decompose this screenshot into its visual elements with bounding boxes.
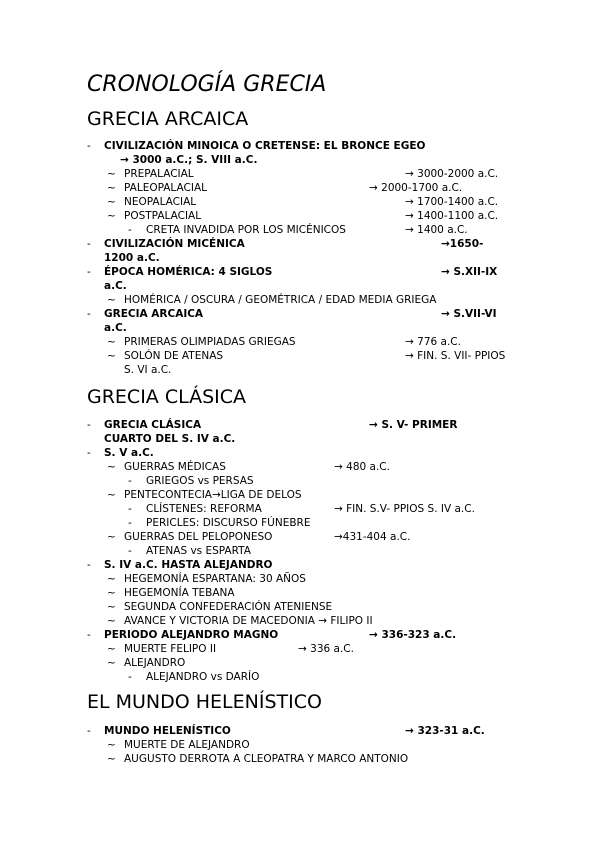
entry-homerica: ÉPOCA HOMÉRICA: 4 SIGLOS <box>104 266 273 278</box>
entry-prepalacial-date: → 3000-2000 a.C. <box>405 168 499 180</box>
entry-peloponeso: GUERRAS DEL PELOPONESO <box>124 531 273 543</box>
dash-bullet: - <box>128 503 132 515</box>
entry-augusto: AUGUSTO DERROTA A CLEOPATRA Y MARCO ANTONIO <box>124 753 409 765</box>
entry-homerica-cont: a.C. <box>104 280 127 292</box>
entry-creta-date: → 1400 a.C. <box>405 224 468 236</box>
tilde-bullet: ~ <box>107 601 116 613</box>
entry-postpalacial-date: → 1400-1100 a.C. <box>405 210 499 222</box>
entry-neopalacial: NEOPALACIAL <box>124 196 197 208</box>
entry-olimpiadas: PRIMERAS OLIMPIADAS GRIEGAS <box>124 336 296 348</box>
entry-tebana: HEGEMONÍA TEBANA <box>124 587 235 599</box>
entry-peloponeso-date: →431-404 a.C. <box>334 531 411 543</box>
entry-alejandro-dario: ALEJANDRO vs DARÍO <box>146 671 260 683</box>
dash-bullet: - <box>87 308 91 320</box>
dash-bullet: - <box>128 224 132 236</box>
dash-bullet: - <box>87 140 91 152</box>
entry-espartana: HEGEMONÍA ESPARTANA: 30 AÑOS <box>124 573 306 585</box>
entry-minoica-date: → 3000 a.C.; S. VIII a.C. <box>120 154 258 166</box>
entry-atenas-esparta: ATENAS vs ESPARTA <box>146 545 251 557</box>
dash-bullet: - <box>128 545 132 557</box>
tilde-bullet: ~ <box>107 573 116 585</box>
section-heading-clasica: GRECIA CLÁSICA <box>87 386 247 408</box>
entry-periodo: PERIODO ALEJANDRO MAGNO <box>104 629 279 641</box>
entry-mundo-date: → 323-31 a.C. <box>405 725 485 737</box>
entry-medicas: GUERRAS MÉDICAS <box>124 461 226 473</box>
tilde-bullet: ~ <box>107 739 116 751</box>
dash-bullet: - <box>87 419 91 431</box>
tilde-bullet: ~ <box>107 210 116 222</box>
tilde-bullet: ~ <box>107 196 116 208</box>
entry-pericles: PERICLES: DISCURSO FÚNEBRE <box>146 517 311 529</box>
entry-grecia-arcaica: GRECIA ARCAICA <box>104 308 204 320</box>
entry-olimpiadas-date: → 776 a.C. <box>405 336 461 348</box>
dash-bullet: - <box>128 475 132 487</box>
dash-bullet: - <box>87 238 91 250</box>
entry-creta: CRETA INVADIDA POR LOS MICÉNICOS <box>146 224 346 236</box>
entry-s4: S. IV a.C. HASTA ALEJANDRO <box>104 559 273 571</box>
entry-pentecontecia: PENTECONTECIA→LIGA DE DELOS <box>124 489 302 501</box>
entry-grecia-clasica-cont: CUARTO DEL S. IV a.C. <box>104 433 236 445</box>
entry-grecia-clasica-date: → S. V- PRIMER <box>369 419 458 431</box>
entry-grecia-clasica: GRECIA CLÁSICA <box>104 419 202 431</box>
tilde-bullet: ~ <box>107 294 116 306</box>
entry-micenica-cont: 1200 a.C. <box>104 252 160 264</box>
entry-clistenes-date: → FIN. S.V- PPIOS S. IV a.C. <box>334 503 475 515</box>
dash-bullet: - <box>87 266 91 278</box>
tilde-bullet: ~ <box>107 587 116 599</box>
entry-grecia-arcaica-date: → S.VII-VI <box>441 308 497 320</box>
dash-bullet: - <box>128 671 132 683</box>
entry-filipo-date: → 336 a.C. <box>298 643 354 655</box>
entry-segunda: SEGUNDA CONFEDERACIÓN ATENIENSE <box>124 601 333 613</box>
tilde-bullet: ~ <box>107 168 116 180</box>
dash-bullet: - <box>128 517 132 529</box>
entry-postpalacial: POSTPALACIAL <box>124 210 202 222</box>
entry-macedonia: AVANCE Y VICTORIA DE MACEDONIA → FILIPO II <box>124 615 373 627</box>
entry-filipo: MUERTE FELIPO II <box>124 643 217 655</box>
dash-bullet: - <box>87 725 91 737</box>
entry-solon: SOLÓN DE ATENAS <box>124 350 224 362</box>
tilde-bullet: ~ <box>107 461 116 473</box>
dash-bullet: - <box>87 447 91 459</box>
dash-bullet: - <box>87 629 91 641</box>
entry-paleopalacial-date: → 2000-1700 a.C. <box>369 182 463 194</box>
page-title: CRONOLOGÍA GRECIA <box>87 72 327 97</box>
tilde-bullet: ~ <box>107 657 116 669</box>
entry-medicas-date: → 480 a.C. <box>334 461 390 473</box>
entry-paleopalacial: PALEOPALACIAL <box>124 182 207 194</box>
entry-minoica: CIVILIZACIÓN MINOICA O CRETENSE: EL BRONCE EGEO <box>104 140 426 152</box>
entry-homerica-date: → S.XII-IX <box>441 266 498 278</box>
tilde-bullet: ~ <box>107 350 116 362</box>
entry-periodo-date: → 336-323 a.C. <box>369 629 457 641</box>
tilde-bullet: ~ <box>107 531 116 543</box>
entry-solon-date: → FIN. S. VII- PPIOS <box>405 350 506 362</box>
tilde-bullet: ~ <box>107 489 116 501</box>
entry-s5: S. V a.C. <box>104 447 154 459</box>
entry-micenica-date: →1650- <box>441 238 484 250</box>
entry-muerte-alejandro: MUERTE DE ALEJANDRO <box>124 739 250 751</box>
entry-homerica-sub: HOMÉRICA / OSCURA / GEOMÉTRICA / EDAD MEDIA GRIEGA <box>124 294 437 306</box>
tilde-bullet: ~ <box>107 182 116 194</box>
entry-prepalacial: PREPALACIAL <box>124 168 194 180</box>
entry-mundo: MUNDO HELENÍSTICO <box>104 725 231 737</box>
entry-griegos-persas: GRIEGOS vs PERSAS <box>146 475 254 487</box>
tilde-bullet: ~ <box>107 753 116 765</box>
tilde-bullet: ~ <box>107 643 116 655</box>
tilde-bullet: ~ <box>107 336 116 348</box>
tilde-bullet: ~ <box>107 615 116 627</box>
entry-micenica: CIVILIZACIÓN MICÉNICA <box>104 238 245 250</box>
entry-grecia-arcaica-cont: a.C. <box>104 322 127 334</box>
entry-solon-cont: S. VI a.C. <box>124 364 172 376</box>
dash-bullet: - <box>87 559 91 571</box>
entry-alejandro: ALEJANDRO <box>124 657 186 669</box>
entry-neopalacial-date: → 1700-1400 a.C. <box>405 196 499 208</box>
section-heading-helenistico: EL MUNDO HELENÍSTICO <box>87 691 322 713</box>
section-heading-arcaica: GRECIA ARCAICA <box>87 108 249 130</box>
entry-clistenes: CLÍSTENES: REFORMA <box>146 503 262 515</box>
